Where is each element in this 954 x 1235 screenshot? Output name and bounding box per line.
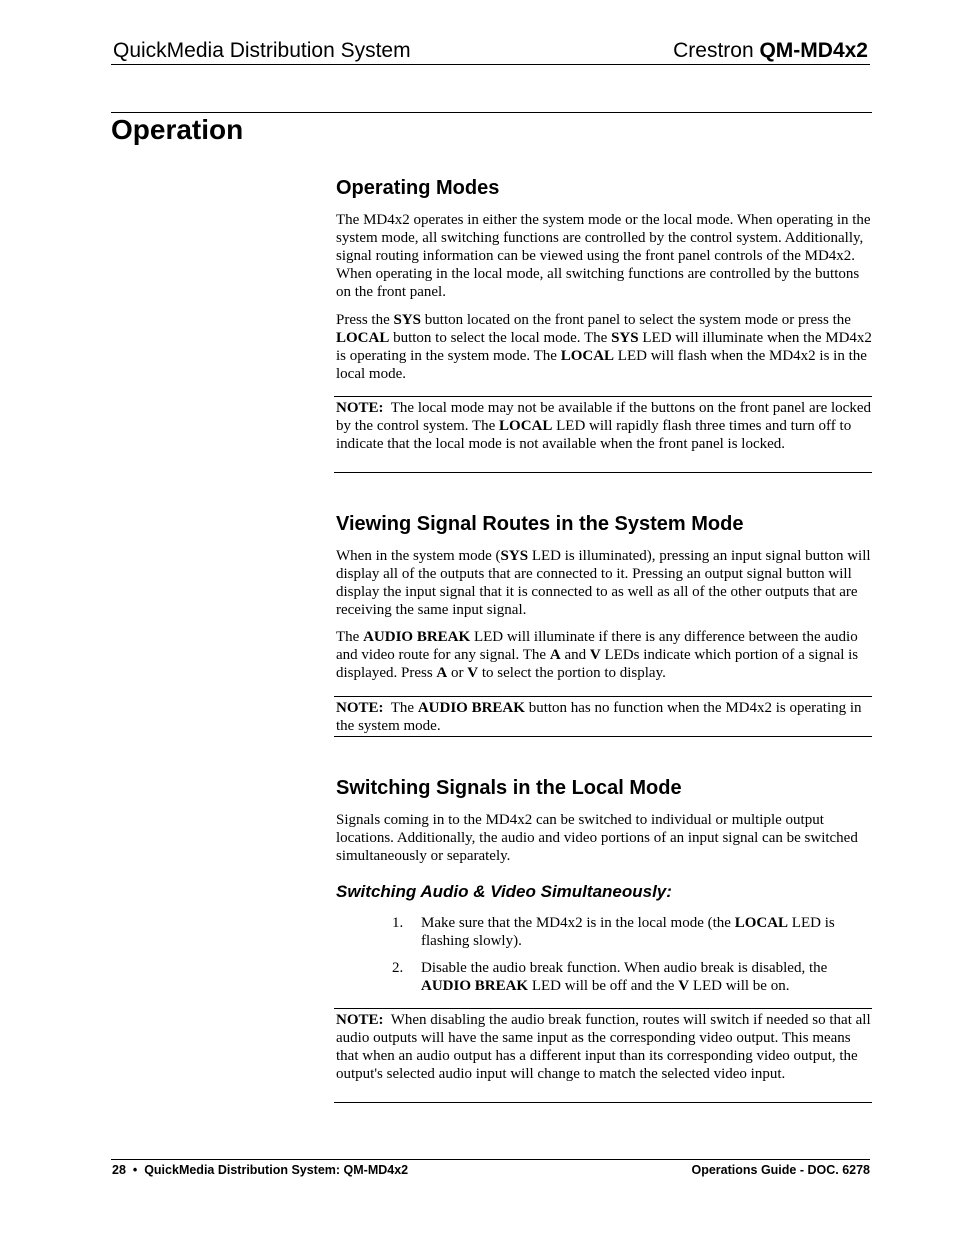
- page-number: 28: [112, 1163, 126, 1177]
- chapter-title: Operation: [111, 114, 244, 145]
- viewing-routes-paragraph-1: When in the system mode (SYS LED is illuminated), pressing an input signal button will display all of the outputs that are connected to it. Pressing an output signal button will display the input signal that it is connected to as well as all of the other outputs that are receiving the same input signal.: [336, 548, 871, 618]
- footer-left: [112, 1163, 408, 1177]
- header-product: Crestron QM-MD4x2: [673, 39, 868, 62]
- section-heading-switching-local: Switching Signals in the Local Mode: [336, 777, 682, 799]
- note-label: NOTE:: [336, 1012, 384, 1028]
- list-item: 2. Disable the audio break function. When audio break is disabled, the AUDIO BREAK LED will be off and the V LED will be on.: [392, 960, 828, 994]
- header-title: QuickMedia Distribution System: [113, 39, 411, 62]
- note-disable-audio-break: NOTE: When disabling the audio break function, routes will switch if needed so that all audio outputs will have the same input as the corresponding video output. This means that when an audio output has a different input than its corresponding video output, the output's selected audio input will change to match the selected video input.: [334, 1008, 872, 1103]
- steps-list: [392, 914, 872, 1004]
- bullet-icon: •: [132, 1163, 138, 1177]
- note-label: NOTE:: [336, 700, 384, 716]
- chapter-rule: [111, 112, 872, 113]
- operating-modes-paragraph-2: Press the SYS button located on the front panel to select the system mode or press the LOCAL button to select the local mode. The SYS LED will illuminate when the MD4x2 is operating in the system mode. The LOCAL LED will flash when the MD4x2 is in the local mode.: [336, 312, 872, 382]
- section-heading-operating-modes: Operating Modes: [336, 177, 500, 199]
- footer-doc-title: QuickMedia Distribution System: QM-MD4x2: [144, 1163, 409, 1177]
- note-local-mode: NOTE: The local mode may not be available if the buttons on the front panel are locked by the control system. The LOCAL LED will rapidly flash three times and turn off to indicate that the local mode is not available when the front panel is locked.: [334, 396, 872, 473]
- list-item: 1. Make sure that the MD4x2 is in the local mode (the LOCAL LED is flashing slowly).: [392, 915, 835, 949]
- subheading-switching-av: Switching Audio & Video Simultaneously:: [336, 882, 672, 901]
- step-number: 1.: [392, 915, 404, 931]
- header-model: QM-MD4x2: [759, 39, 868, 62]
- switching-local-paragraph-1: Signals coming in to the MD4x2 can be switched to individual or multiple output locations. Additionally, the audio and video portions of an input signal can be switched simultaneously or separately.: [336, 812, 858, 864]
- page-footer: [111, 1159, 870, 1177]
- note-audio-break: NOTE: The AUDIO BREAK button has no function when the MD4x2 is operating in the system mode.: [334, 696, 872, 737]
- step-number: 2.: [392, 960, 404, 976]
- note-label: NOTE:: [336, 400, 384, 416]
- section-heading-viewing-routes: Viewing Signal Routes in the System Mode: [336, 513, 744, 535]
- operating-modes-paragraph-1: The MD4x2 operates in either the system mode or the local mode. When operating in the system mode, all switching functions are controlled by the control system. Additionally, signal routing information can be viewed using the front panel controls of the MD4x2. When operating in the local mode, all switching functions are controlled by the buttons on the front panel.: [336, 212, 871, 300]
- viewing-routes-paragraph-2: The AUDIO BREAK LED will illuminate if there is any difference between the audio and video route for any signal. The A and V LEDs indicate which portion of a signal is displayed. Press A or V to select the portion to display.: [336, 629, 859, 681]
- footer-doc-id: Operations Guide - DOC. 6278: [691, 1163, 870, 1177]
- page-header: [111, 36, 870, 65]
